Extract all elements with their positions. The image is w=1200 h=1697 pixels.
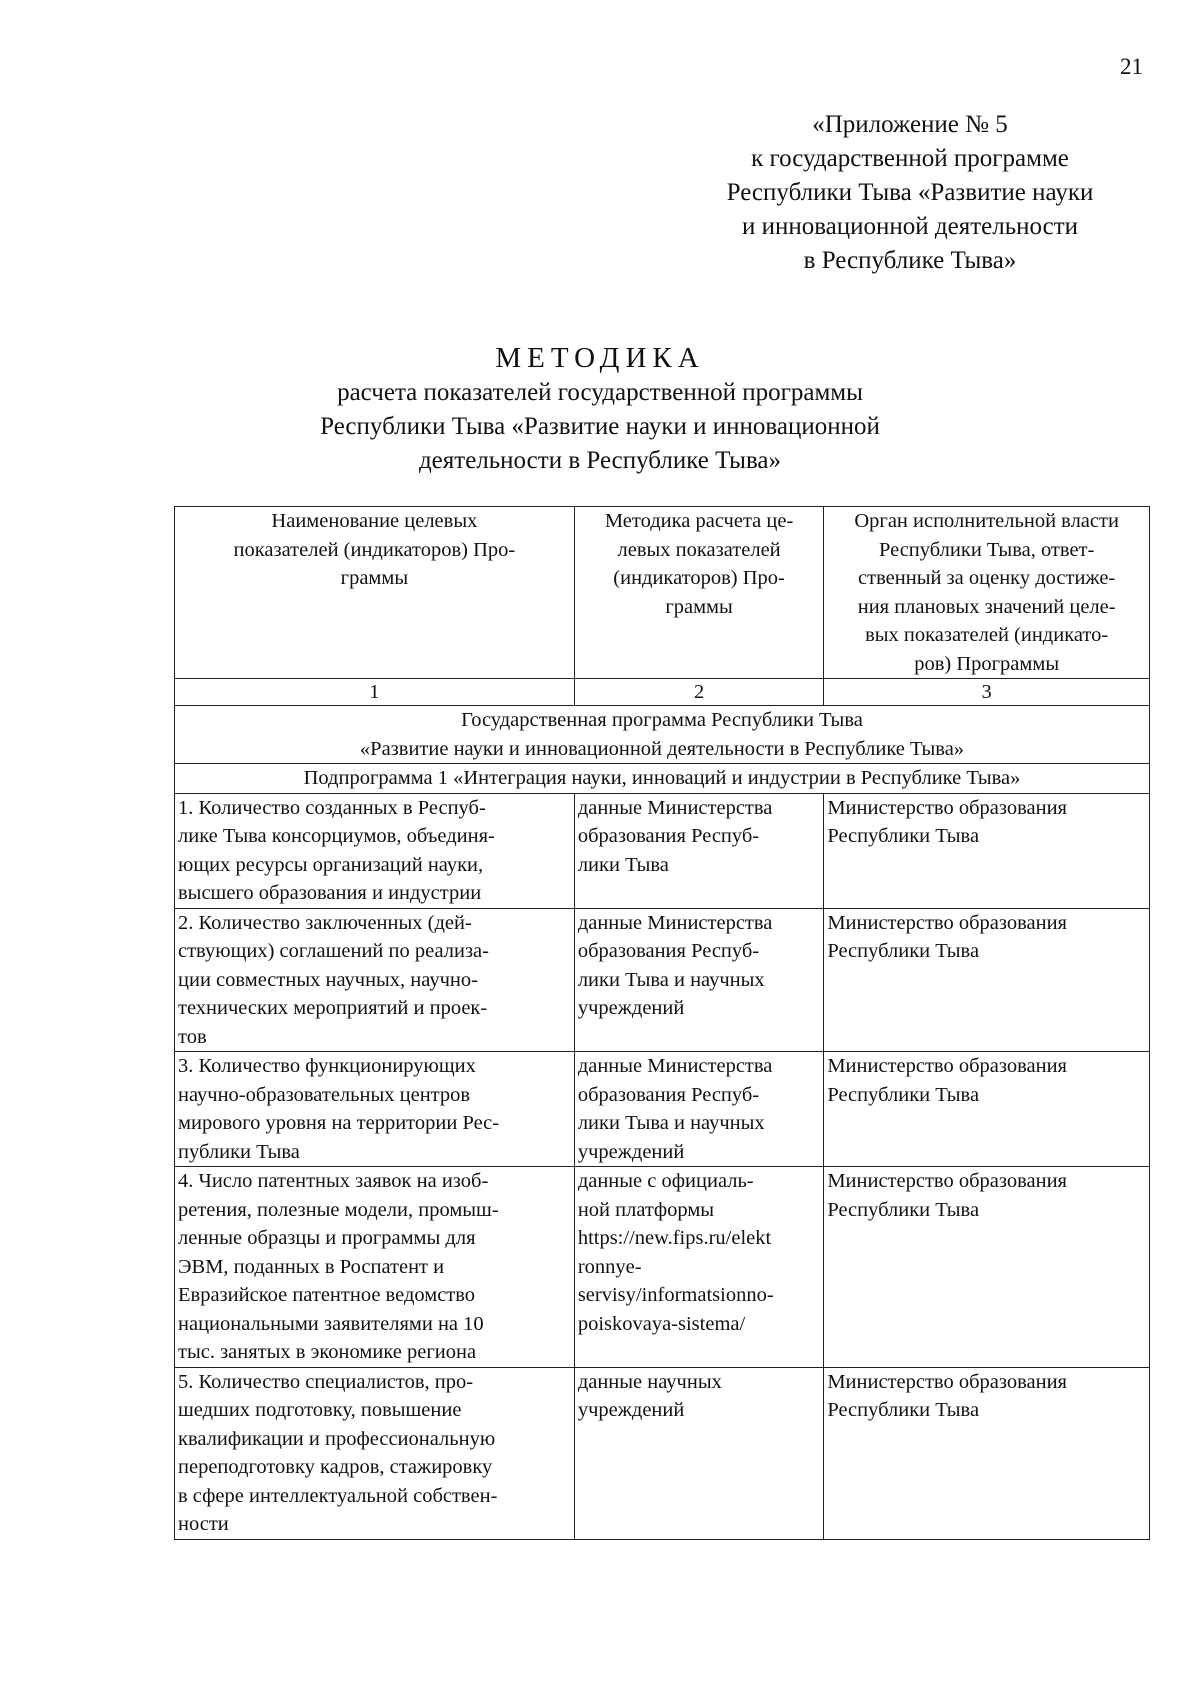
column-number-row xyxy=(175,679,1150,706)
program-row xyxy=(175,706,1150,764)
cell-line: Республики Тыва xyxy=(827,1399,980,1421)
cell-line: ретения, полезные модели, промыш- xyxy=(178,1198,499,1221)
title-line: Республики Тыва «Развитие науки и инновационной xyxy=(320,413,880,440)
cell-line: технических мероприятий и проек- xyxy=(178,997,488,1019)
cell-line: мирового уровня на территории Рес- xyxy=(178,1112,500,1134)
cell-line: Республики Тыва xyxy=(827,940,980,962)
cell-line: национальными заявителями на 10 xyxy=(178,1312,484,1335)
cell-line: переподготовку кадров, стажировку xyxy=(178,1456,493,1478)
cell-line: образования Респуб- xyxy=(577,940,760,962)
row-name-cell xyxy=(175,793,575,908)
table-row xyxy=(175,1367,1150,1539)
row-body-cell xyxy=(824,1167,1150,1368)
cell-line: граммы xyxy=(665,595,733,618)
cell-line: показателей (индикаторов) Про- xyxy=(233,538,516,561)
cell-line: Методика расчета це- xyxy=(604,510,794,532)
row-body-cell xyxy=(824,1367,1150,1539)
cell-line: данные с официаль- xyxy=(577,1170,754,1192)
cell-line: Министерство образования xyxy=(827,911,1067,934)
subprogram-cell: Подпрограмма 1 «Интеграция науки, инноваций и индустрии в Республике Тыва» xyxy=(175,764,1150,794)
cell-line: левых показателей xyxy=(617,538,781,561)
cell-line: граммы xyxy=(340,567,409,589)
row-method-cell xyxy=(574,1167,824,1368)
table-row xyxy=(175,793,1150,908)
appendix-line: и инновационной деятельности xyxy=(741,213,1079,240)
row-method-cell xyxy=(574,908,824,1052)
cell-line: ленные образцы и программы для xyxy=(178,1227,476,1249)
row-method-cell xyxy=(574,1052,824,1167)
appendix-line: Республики Тыва «Развитие науки xyxy=(726,179,1094,206)
cell-line: Министерство образования xyxy=(827,1370,1067,1393)
cell-line: данные Министерства xyxy=(577,796,773,819)
cell-line: ronnye- xyxy=(577,1255,642,1278)
row-name-cell xyxy=(175,1367,575,1539)
cell-line: данные Министерства xyxy=(577,911,773,934)
page-number: 21 xyxy=(1120,54,1143,79)
cell-line: «Развитие науки и инновационной деятельности в Республике Тыва» xyxy=(359,737,965,760)
cell-line: учреждений xyxy=(577,1140,685,1163)
cell-line: высшего образования и индустрии xyxy=(178,882,482,904)
table-row xyxy=(175,908,1150,1052)
cell-line: ния плановых значений целе- xyxy=(857,595,1116,618)
row-name-cell xyxy=(175,1052,575,1167)
appendix-heading xyxy=(680,108,1140,278)
row-method-cell xyxy=(574,1367,824,1539)
program-cell xyxy=(175,706,1150,764)
cell-line: 4. Число патентных заявок на изоб- xyxy=(178,1170,489,1192)
column-number: 3 xyxy=(824,679,1150,706)
row-name-cell xyxy=(175,1167,575,1368)
cell-line: лике Тыва консорциумов, объединя- xyxy=(178,825,495,847)
header-cell-name xyxy=(175,507,575,679)
table-row xyxy=(175,1167,1150,1368)
header-cell-method xyxy=(574,507,824,679)
row-body-cell xyxy=(824,1052,1150,1167)
cell-line: Орган исполнительной власти xyxy=(854,510,1119,532)
cell-line: poiskovaya-sistema/ xyxy=(577,1312,746,1335)
cell-line: Евразийское патентное ведомство xyxy=(178,1284,476,1306)
cell-line: Министерство образования xyxy=(827,1055,1067,1077)
title-line: расчета показателей государственной программы xyxy=(337,379,863,406)
cell-line: образования Респуб- xyxy=(577,825,760,847)
cell-line: ров) Программы xyxy=(914,652,1060,675)
cell-line: Республики Тыва, ответ- xyxy=(878,538,1095,561)
cell-line: данные научных xyxy=(577,1370,722,1393)
header-cell-body xyxy=(824,507,1150,679)
cell-line: научно-образовательных центров xyxy=(178,1083,471,1106)
cell-line: лики Тыва и научных xyxy=(577,968,765,991)
cell-line: Министерство образования xyxy=(827,1170,1067,1192)
cell-line: ственный за оценку достиже- xyxy=(858,567,1116,589)
cell-line: ции совместных научных, научно- xyxy=(178,968,478,991)
cell-line: вых показателей (индикато- xyxy=(865,624,1109,646)
column-number: 2 xyxy=(574,679,824,706)
cell-line: Министерство образования xyxy=(827,796,1067,819)
cell-line: публики Тыва xyxy=(178,1140,300,1163)
title-heading: МЕТОДИКА xyxy=(495,342,705,374)
cell-line: Республики Тыва xyxy=(827,1083,980,1106)
cell-line: Республики Тыва xyxy=(827,825,980,847)
cell-line: квалификации и профессиональную xyxy=(178,1427,496,1450)
cell-line: ствующих) соглашений по реализа- xyxy=(178,940,489,962)
cell-line: в сфере интеллектуальной собствен- xyxy=(178,1484,498,1507)
appendix-line: в Республике Тыва» xyxy=(803,247,1017,274)
row-body-cell xyxy=(824,793,1150,908)
cell-line: лики Тыва xyxy=(577,853,669,876)
cell-line: образования Респуб- xyxy=(577,1083,760,1106)
indicators-table xyxy=(174,506,1150,1540)
row-name-cell xyxy=(175,908,575,1052)
cell-line: 2. Количество заключенных (дей- xyxy=(178,911,472,934)
cell-line: Государственная программа Республики Тыва xyxy=(461,709,863,731)
cell-line: шедших подготовку, повышение xyxy=(178,1399,462,1421)
cell-line: Наименование целевых xyxy=(271,510,478,532)
cell-line: Республики Тыва xyxy=(827,1198,980,1221)
cell-line: ности xyxy=(178,1513,229,1535)
cell-line: 5. Количество специалистов, про- xyxy=(178,1370,474,1393)
cell-line: лики Тыва и научных xyxy=(577,1112,765,1134)
table-header-row xyxy=(175,507,1150,679)
subprogram-row xyxy=(175,764,1150,794)
cell-line: тыс. занятых в экономике региона xyxy=(178,1341,477,1363)
row-method-cell xyxy=(574,793,824,908)
column-number: 1 xyxy=(175,679,575,706)
cell-line: ющих ресурсы организаций науки, xyxy=(178,853,484,876)
row-body-cell xyxy=(824,908,1150,1052)
cell-line: servisy/informatsionno- xyxy=(577,1284,774,1306)
cell-line: https://new.fips.ru/elekt xyxy=(577,1227,772,1249)
cell-line: (индикаторов) Про- xyxy=(613,567,785,589)
cell-line: 1. Количество созданных в Респуб- xyxy=(178,796,486,819)
cell-line: 3. Количество функционирующих xyxy=(178,1055,476,1077)
cell-line: ной платформы xyxy=(577,1198,715,1221)
title-line: деятельности в Республике Тыва» xyxy=(418,447,782,474)
document-title xyxy=(220,340,980,478)
cell-line: ЭВМ, поданных в Роспатент и xyxy=(178,1255,445,1278)
appendix-line: к государственной программе xyxy=(751,145,1069,172)
cell-line: учреждений xyxy=(577,997,685,1019)
cell-line: тов xyxy=(178,1025,207,1048)
table-row xyxy=(175,1052,1150,1167)
appendix-line: «Приложение № 5 xyxy=(812,111,1008,138)
cell-line: данные Министерства xyxy=(577,1055,773,1077)
cell-line: учреждений xyxy=(577,1399,685,1421)
